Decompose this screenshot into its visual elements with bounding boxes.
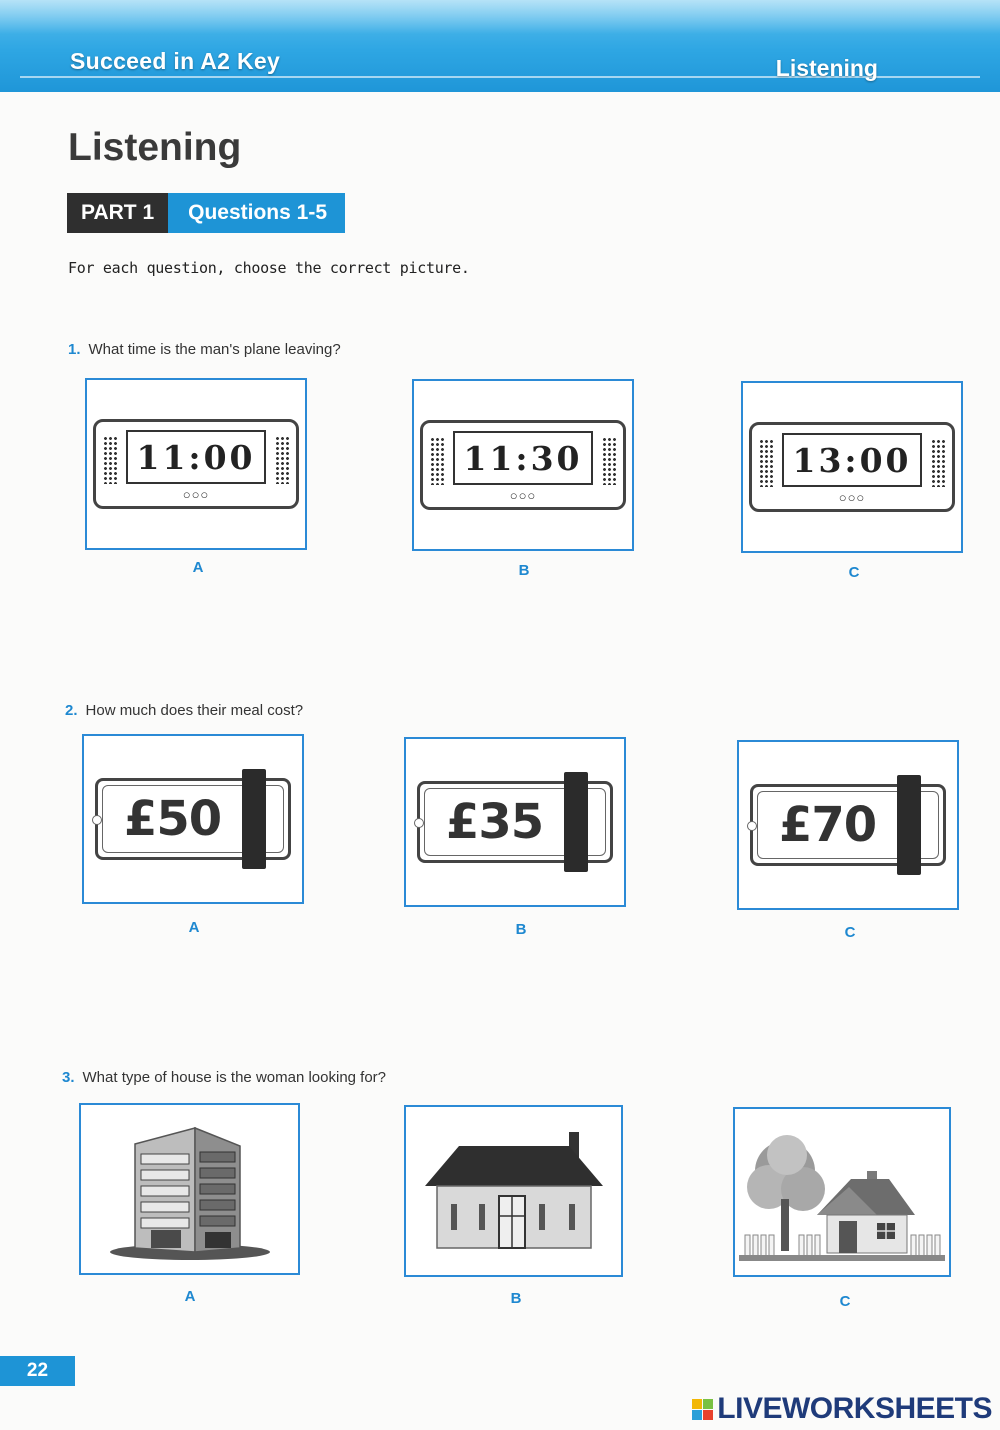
option-3a[interactable] (79, 1103, 300, 1275)
option-3b[interactable] (404, 1105, 623, 1277)
option-label: B (510, 1290, 522, 1307)
house-icon (419, 1126, 609, 1256)
option-label: C (839, 1293, 851, 1310)
logo-square-4 (703, 1410, 713, 1420)
question-number: 1. (68, 341, 81, 358)
logo-square-2 (703, 1399, 713, 1409)
option-2b[interactable] (404, 737, 626, 907)
option-label: C (844, 924, 856, 941)
page-title: Listening (68, 126, 242, 169)
speaker-grille (931, 439, 945, 487)
header-band (0, 0, 1000, 92)
option-label: C (848, 564, 860, 581)
option-2c[interactable] (737, 740, 959, 910)
alarm-clock-icon (749, 422, 955, 512)
price-value: £50 (124, 791, 222, 847)
option-3c[interactable] (733, 1107, 951, 1277)
tag-band (897, 775, 921, 875)
question-number: 2. (65, 702, 78, 719)
liveworksheets-watermark (692, 1392, 992, 1426)
question-number: 3. (62, 1069, 75, 1086)
clock-display: 13:00 (782, 433, 922, 487)
clock-buttons: ○○○ (838, 490, 866, 505)
price-tag-icon (417, 781, 613, 863)
option-1b[interactable] (412, 379, 634, 551)
instruction: For each question, choose the correct picture. (68, 259, 470, 277)
speaker-grille (430, 437, 444, 485)
tag-band (564, 772, 588, 872)
speaker-grille (602, 437, 616, 485)
apartment-building-icon (105, 1114, 275, 1264)
alarm-clock-icon (420, 420, 626, 510)
clock-display: 11:30 (453, 431, 593, 485)
option-label: A (192, 559, 204, 576)
tag-band (242, 769, 266, 869)
option-label: A (184, 1288, 196, 1305)
option-1c[interactable] (741, 381, 963, 553)
page-number: 22 (0, 1356, 75, 1386)
question-3 (62, 1069, 386, 1086)
clock-buttons: ○○○ (182, 487, 210, 502)
question-text: What time is the man's plane leaving? (88, 341, 341, 358)
speaker-grille (275, 436, 289, 484)
cottage-with-tree-icon (739, 1117, 945, 1267)
tag-hole (92, 815, 102, 825)
questions-range: Questions 1-5 (168, 193, 345, 233)
question-text: How much does their meal cost? (85, 702, 304, 719)
section-title: Listening (775, 55, 878, 81)
option-label: B (515, 921, 527, 938)
liveworksheets-logo-icon (692, 1399, 713, 1420)
clock-buttons: ○○○ (509, 488, 537, 503)
part-tag (67, 193, 345, 233)
option-2a[interactable] (82, 734, 304, 904)
logo-square-1 (692, 1399, 702, 1409)
tag-hole (414, 818, 424, 828)
speaker-grille (759, 439, 773, 487)
price-value: £35 (446, 794, 544, 850)
clock-display: 11:00 (126, 430, 266, 484)
question-2 (65, 702, 303, 719)
speaker-grille (103, 436, 117, 484)
tag-hole (747, 821, 757, 831)
logo-square-3 (692, 1410, 702, 1420)
book-title: Succeed in A2 Key (70, 48, 281, 74)
part-label: PART 1 (67, 193, 168, 233)
alarm-clock-icon (93, 419, 299, 509)
price-value: £70 (779, 797, 877, 853)
price-tag-icon (95, 778, 291, 860)
option-label: A (188, 919, 200, 936)
watermark-text: LIVEWORKSHEETS (717, 1392, 992, 1425)
question-1 (68, 341, 341, 358)
question-text: What type of house is the woman looking for? (82, 1069, 387, 1086)
price-tag-icon (750, 784, 946, 866)
option-1a[interactable] (85, 378, 307, 550)
option-label: B (518, 562, 530, 579)
